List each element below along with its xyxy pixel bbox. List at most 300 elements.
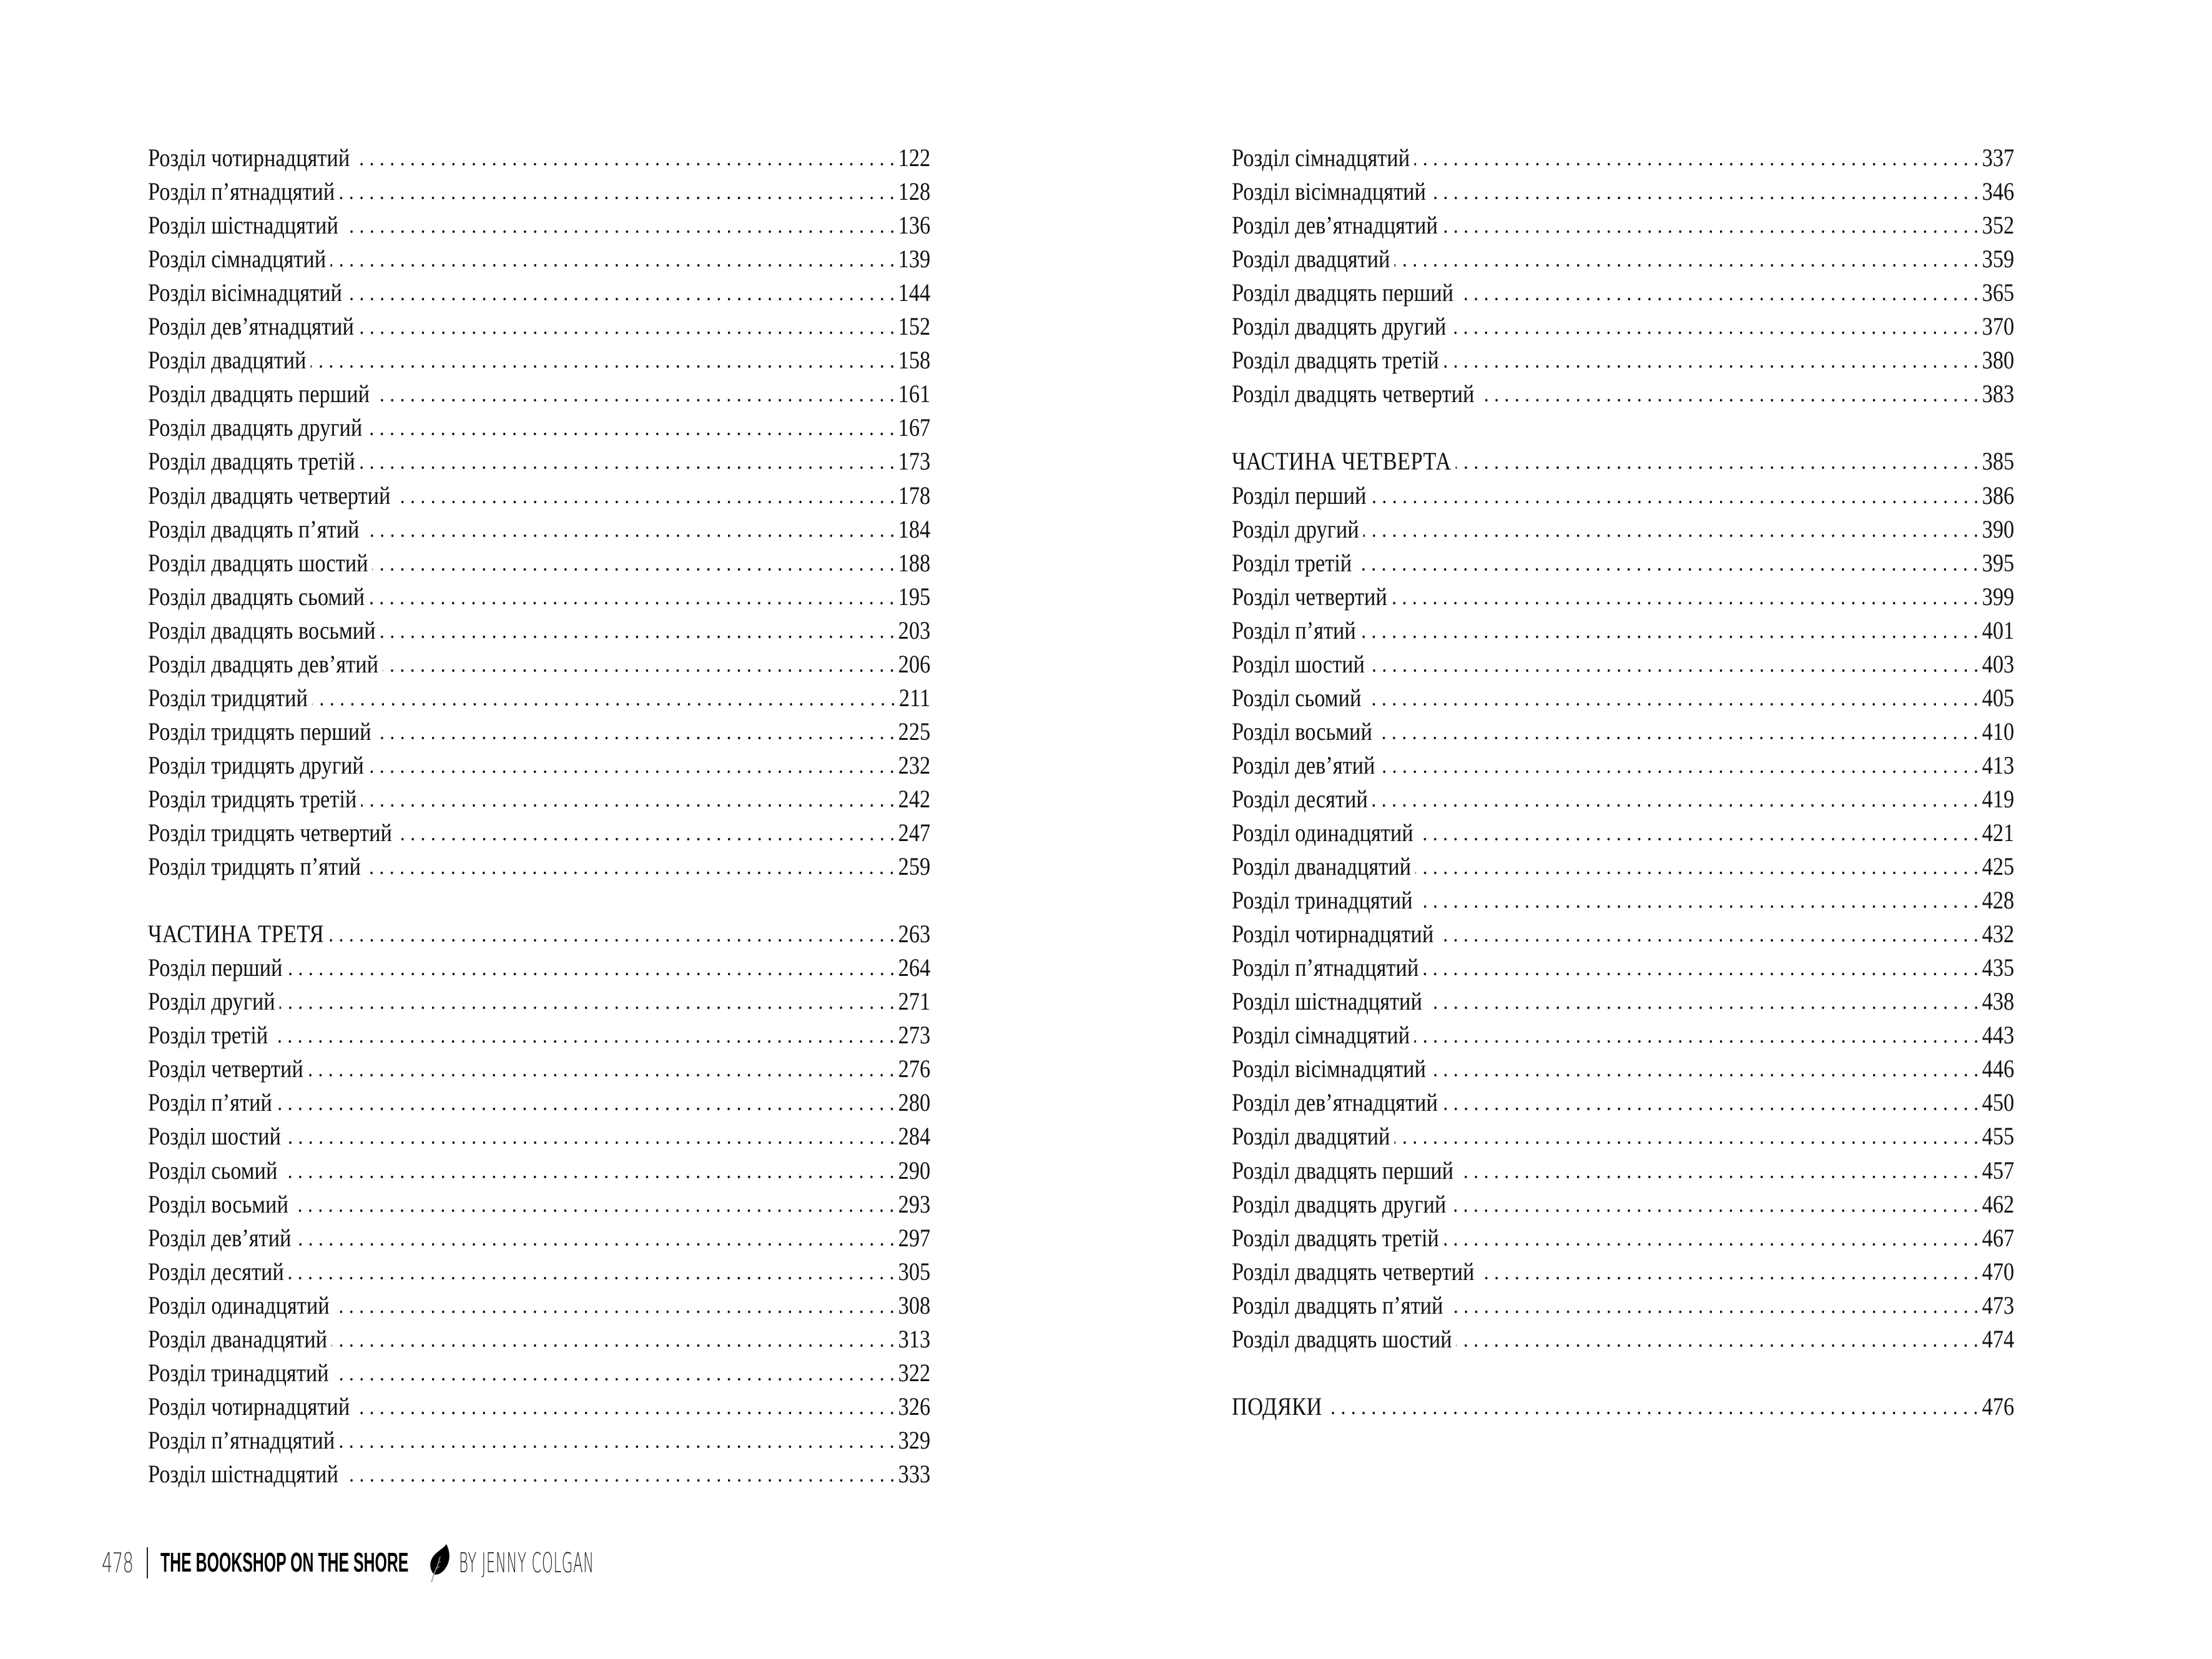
toc-entry-title: Розділ двадцять дев’ятий — [148, 649, 379, 678]
dot-leader — [295, 1243, 897, 1246]
dot-leader — [339, 1445, 897, 1448]
toc-chapter-entry — [1232, 1018, 2014, 1052]
dot-leader — [1377, 737, 1981, 739]
toc-entry-page: 178 — [898, 481, 931, 510]
dot-leader — [1455, 466, 1981, 469]
dot-leader — [343, 230, 897, 233]
toc-entry-page: 136 — [898, 211, 931, 240]
toc-entry-title: Розділ дванадцятий — [148, 1324, 328, 1353]
toc-entry-title: Розділ чотирнадцятий — [148, 1392, 350, 1420]
toc-entry-title: Розділ шістнадцятий — [148, 1459, 338, 1488]
toc-entry-page: 290 — [898, 1156, 931, 1184]
toc-entry-title: Розділ тридцять третій — [148, 784, 357, 813]
toc-entry-title: Розділ двадцятий — [148, 346, 307, 375]
toc-entry-title: Розділ дев’ятнадцятий — [1232, 1088, 1438, 1117]
toc-entry-title: Розділ двадцять четвертий — [1232, 1257, 1475, 1286]
dot-leader — [372, 568, 897, 571]
toc-entry-title: Розділ дев’ятий — [1232, 751, 1375, 779]
toc-entry-title: Розділ другий — [1232, 514, 1359, 543]
toc-entry-page: 462 — [1982, 1189, 2015, 1218]
dot-leader — [287, 973, 897, 975]
toc-chapter-entry — [148, 985, 930, 1018]
toc-entry-page: 359 — [1982, 245, 2015, 273]
toc-entry-page: 386 — [1982, 481, 2015, 510]
toc-chapter-entry — [1232, 1255, 2014, 1289]
toc-chapter-entry — [1232, 614, 2014, 647]
toc-entry-page: 206 — [898, 649, 931, 678]
toc-chapter-entry — [148, 816, 930, 850]
toc-chapter-entry — [1232, 343, 2014, 377]
toc-chapter-entry — [1232, 276, 2014, 310]
toc-entry-title: Розділ третій — [1232, 548, 1352, 577]
toc-entry-page: 276 — [898, 1055, 931, 1083]
toc-entry-title: Розділ тридцять четвертий — [148, 819, 392, 847]
dot-leader — [369, 602, 897, 604]
toc-chapter-entry — [1232, 175, 2014, 209]
toc-entry-title: Розділ п’ятнадцятий — [1232, 953, 1419, 982]
toc-entry-title: Розділ п’ятий — [1232, 616, 1356, 644]
toc-entry-page: 410 — [1982, 717, 2015, 746]
toc-chapter-entry — [1232, 546, 2014, 580]
dot-leader — [1447, 1311, 1981, 1313]
toc-entry-title: Розділ дев’ятнадцятий — [148, 312, 354, 341]
running-footer — [102, 1542, 612, 1583]
dot-leader — [363, 534, 897, 537]
toc-entry-page: 385 — [1982, 447, 2015, 476]
toc-entry-page: 158 — [898, 346, 931, 375]
toc-entry-title: Розділ сьомий — [148, 1156, 278, 1184]
toc-entry-page: 242 — [898, 784, 931, 813]
toc-entry-page: 195 — [898, 582, 931, 611]
toc-entry-title: Розділ двадцять другий — [148, 413, 363, 442]
toc-chapter-entry — [1232, 850, 2014, 884]
footer-divider — [147, 1547, 148, 1578]
toc-entry-title: ПОДЯКИ — [1232, 1392, 1322, 1420]
toc-chapter-entry — [1232, 209, 2014, 242]
toc-chapter-entry — [148, 1457, 930, 1491]
toc-entry-page: 259 — [898, 852, 931, 881]
toc-entry-title: Розділ двадцятий — [1232, 245, 1390, 273]
toc-chapter-entry — [148, 479, 930, 513]
toc-entry-title: Розділ вісімнадцятий — [1232, 177, 1426, 206]
toc-chapter-entry — [148, 1221, 930, 1255]
dot-leader — [1430, 197, 1981, 199]
toc-chapter-entry — [148, 276, 930, 310]
toc-entry-title: Розділ тринадцятий — [148, 1358, 329, 1387]
dot-leader — [1369, 669, 1981, 672]
dot-leader — [1423, 973, 1981, 975]
toc-entry-page: 184 — [898, 514, 931, 543]
dot-leader — [277, 1108, 897, 1110]
dot-leader — [282, 1176, 897, 1178]
toc-entry-title: Розділ дев’ятнадцятий — [1232, 211, 1438, 240]
toc-entry-title: ЧАСТИНА ЧЕТВЕРТА — [1232, 447, 1452, 476]
dot-leader — [330, 264, 897, 267]
toc-chapter-entry — [1232, 715, 2014, 749]
toc-chapter-entry — [1232, 917, 2014, 951]
toc-entry-page: 438 — [1982, 987, 2015, 1016]
toc-entry-page: 333 — [898, 1459, 931, 1488]
toc-chapter-entry — [148, 951, 930, 985]
toc-entry-page: 211 — [898, 683, 931, 712]
toc-chapter-entry — [148, 411, 930, 445]
toc-entry-title: Розділ вісімнадцятий — [148, 278, 342, 307]
toc-entry-page: 399 — [1982, 582, 2015, 611]
toc-entry-title: Розділ десятий — [148, 1257, 284, 1286]
toc-chapter-entry — [1232, 681, 2014, 715]
toc-chapter-entry — [148, 513, 930, 546]
toc-entry-page: 450 — [1982, 1088, 2015, 1117]
dot-leader — [354, 1412, 897, 1414]
footer-page-number: 478 — [102, 1547, 134, 1579]
dot-leader — [1394, 1141, 1981, 1144]
toc-chapter-entry — [148, 782, 930, 816]
toc-entry-title: Розділ двадцять третій — [148, 447, 355, 476]
toc-chapter-entry — [1232, 479, 2014, 513]
dot-leader — [1327, 1412, 1981, 1414]
toc-entry-page: 474 — [1982, 1324, 2015, 1353]
dot-leader — [1415, 872, 1981, 874]
toc-entry-page: 419 — [1982, 784, 2015, 813]
dot-leader — [1394, 264, 1981, 267]
toc-chapter-entry — [148, 310, 930, 343]
toc-entry-title: Розділ тридцять другий — [148, 751, 364, 779]
toc-entry-title: Розділ десятий — [1232, 784, 1368, 813]
dot-leader — [1365, 703, 1981, 706]
toc-entry-title: Розділ двадцять сьомий — [148, 582, 365, 611]
toc-chapter-entry — [1232, 1120, 2014, 1153]
toc-entry-title: Розділ одинадцятий — [148, 1291, 330, 1319]
toc-chapter-entry — [148, 242, 930, 276]
dot-leader — [366, 433, 897, 435]
toc-entry-page: 139 — [898, 245, 931, 273]
dot-leader — [1414, 163, 1981, 165]
footer-author: BY JENNY COLGAN — [459, 1547, 594, 1579]
toc-entry-title: Розділ четвертий — [1232, 582, 1387, 611]
toc-entry-page: 280 — [898, 1088, 931, 1117]
toc-entry-page: 346 — [1982, 177, 2015, 206]
dot-leader — [310, 365, 897, 368]
dot-leader — [293, 1209, 897, 1212]
dot-leader — [1478, 1277, 1981, 1279]
toc-chapter-entry — [1232, 985, 2014, 1018]
toc-entry-title: Розділ перший — [1232, 481, 1367, 510]
dot-leader — [1414, 1040, 1981, 1043]
toc-chapter-entry — [148, 377, 930, 411]
dot-leader — [339, 197, 897, 199]
toc-entry-page: 144 — [898, 278, 931, 307]
toc-entry-page: 446 — [1982, 1055, 2015, 1083]
toc-entry-page: 273 — [898, 1021, 931, 1050]
toc-chapter-entry — [148, 1120, 930, 1153]
dot-leader — [1442, 230, 1981, 233]
toc-entry-page: 352 — [1982, 211, 2015, 240]
toc-chapter-entry — [148, 1289, 930, 1322]
toc-entry-title: Розділ тридцятий — [148, 683, 308, 712]
toc-chapter-entry — [148, 1154, 930, 1188]
toc-chapter-entry — [1232, 580, 2014, 614]
dot-leader — [333, 1378, 897, 1381]
toc-entry-page: 395 — [1982, 548, 2015, 577]
toc-entry-title: Розділ чотирнадцятий — [1232, 920, 1434, 948]
dot-leader — [1356, 568, 1981, 571]
toc-chapter-entry — [148, 580, 930, 614]
toc-entry-title: Розділ перший — [148, 953, 283, 982]
toc-entry-page: 467 — [1982, 1223, 2015, 1252]
toc-chapter-entry — [1232, 816, 2014, 850]
toc-entry-page: 271 — [898, 987, 931, 1016]
toc-entry-page: 428 — [1982, 886, 2015, 915]
dot-leader — [1442, 1108, 1981, 1110]
toc-entry-page: 161 — [898, 380, 931, 408]
toc-entry-title: Розділ двадцять п’ятий — [148, 514, 360, 543]
dot-leader — [374, 399, 897, 401]
dot-leader — [1392, 602, 1981, 604]
toc-entry-page: 405 — [1982, 683, 2015, 712]
toc-chapter-entry — [1232, 749, 2014, 782]
toc-entry-title: Розділ дванадцятий — [1232, 852, 1412, 881]
leaf-icon — [428, 1543, 450, 1583]
toc-entry-page: 380 — [1982, 346, 2015, 375]
toc-chapter-entry — [1232, 647, 2014, 681]
dot-leader — [1450, 1209, 1981, 1212]
toc-chapter-entry — [1232, 141, 2014, 175]
toc-part-heading — [148, 917, 930, 951]
toc-chapter-entry — [1232, 884, 2014, 917]
dot-leader — [1443, 1243, 1981, 1246]
toc-entry-title: Розділ п’ятнадцятий — [148, 1425, 335, 1454]
dot-leader — [380, 636, 897, 638]
dot-leader — [395, 501, 897, 503]
toc-chapter-entry — [148, 850, 930, 884]
toc-entry-title: Розділ другий — [148, 987, 275, 1016]
toc-entry-page: 284 — [898, 1122, 931, 1151]
dot-leader — [285, 1141, 897, 1144]
toc-entry-title: Розділ двадцять шостий — [148, 548, 368, 577]
toc-entry-page: 337 — [1982, 144, 2015, 172]
toc-entry-title: Розділ сьомий — [1232, 683, 1362, 712]
toc-chapter-entry — [1232, 1086, 2014, 1120]
toc-entry-page: 247 — [898, 819, 931, 847]
toc-entry-page: 470 — [1982, 1257, 2015, 1286]
toc-chapter-entry — [148, 141, 930, 175]
toc-entry-page: 326 — [898, 1392, 931, 1420]
dot-leader — [1456, 1344, 1980, 1347]
toc-entry-title: Розділ одинадцятий — [1232, 819, 1413, 847]
toc-entry-title: Розділ двадцять третій — [1232, 1223, 1439, 1252]
toc-chapter-entry — [148, 647, 930, 681]
dot-leader — [375, 737, 897, 739]
toc-entry-title: Розділ четвертий — [148, 1055, 303, 1083]
toc-entry-title: Розділ п’ятий — [148, 1088, 272, 1117]
toc-entry-title: Розділ двадцять шостий — [1232, 1324, 1452, 1353]
toc-chapter-entry — [148, 1390, 930, 1424]
toc-entry-page: 308 — [898, 1291, 931, 1319]
toc-entry-title: Розділ п’ятнадцятий — [148, 177, 335, 206]
toc-entry-page: 293 — [898, 1189, 931, 1218]
toc-entry-title: Розділ двадцять четвертий — [148, 481, 391, 510]
dot-leader — [361, 804, 897, 807]
dot-leader — [1438, 939, 1981, 942]
toc-entry-page: 476 — [1982, 1392, 2015, 1420]
toc-entry-page: 167 — [898, 413, 931, 442]
toc-entry-title: Розділ сімнадцятий — [1232, 1021, 1410, 1050]
toc-entry-page: 455 — [1982, 1122, 2015, 1151]
dot-leader — [383, 669, 897, 672]
toc-chapter-entry — [1232, 1154, 2014, 1188]
toc-chapter-entry — [148, 614, 930, 647]
toc-chapter-entry — [148, 1018, 930, 1052]
toc-chapter-entry — [1232, 1289, 2014, 1322]
dot-leader — [328, 939, 897, 942]
toc-chapter-entry — [148, 1255, 930, 1289]
toc-chapter-entry — [148, 1086, 930, 1120]
toc-chapter-entry — [148, 546, 930, 580]
dot-leader — [312, 703, 898, 706]
toc-entry-title: Розділ двадцять третій — [1232, 346, 1439, 375]
toc-entry-page: 173 — [898, 447, 931, 476]
toc-entry-page: 152 — [898, 312, 931, 341]
toc-entry-title: Розділ двадцять перший — [148, 380, 370, 408]
toc-entry-title: Розділ двадцятий — [1232, 1122, 1390, 1151]
toc-entry-page: 188 — [898, 548, 931, 577]
toc-entry-title: Розділ тринадцятий — [1232, 886, 1413, 915]
toc-entry-page: 203 — [898, 616, 931, 644]
dot-leader — [1418, 838, 1981, 840]
toc-entry-title: Розділ двадцять п’ятий — [1232, 1291, 1443, 1319]
toc-entry-title: Розділ двадцять другий — [1232, 312, 1447, 341]
dot-leader — [332, 1344, 897, 1347]
toc-entry-page: 390 — [1982, 514, 2015, 543]
toc-chapter-entry — [1232, 1221, 2014, 1255]
toc-entry-title: Розділ двадцять перший — [1232, 278, 1454, 307]
toc-entry-page: 403 — [1982, 649, 2015, 678]
toc-chapter-entry — [1232, 782, 2014, 816]
toc-entry-page: 473 — [1982, 1291, 2015, 1319]
toc-chapter-entry — [148, 175, 930, 209]
toc-entry-page: 413 — [1982, 751, 2015, 779]
toc-entry-title: Розділ сімнадцятий — [1232, 144, 1410, 172]
dot-leader — [1458, 298, 1981, 300]
dot-leader — [354, 163, 897, 165]
footer-book-title: THE BOOKSHOP ON THE SHORE — [160, 1547, 409, 1578]
dot-leader — [1379, 770, 1981, 773]
dot-leader — [1417, 905, 1980, 908]
toc-chapter-entry — [148, 1322, 930, 1356]
toc-entry-page: 432 — [1982, 920, 2015, 948]
toc-entry-page: 305 — [898, 1257, 931, 1286]
toc-entry-page: 457 — [1982, 1156, 2015, 1184]
toc-section-entry — [1232, 1390, 2014, 1424]
toc-entry-title: Розділ третій — [148, 1021, 268, 1050]
toc-entry-page: 329 — [898, 1425, 931, 1454]
toc-entry-title: Розділ двадцять перший — [1232, 1156, 1454, 1184]
toc-entry-title: Розділ сімнадцятий — [148, 245, 327, 273]
toc-entry-page: 225 — [898, 717, 931, 746]
dot-leader — [365, 872, 897, 874]
dot-leader — [368, 770, 897, 773]
toc-entry-title: Розділ шістнадцятий — [1232, 987, 1422, 1016]
dot-leader — [308, 1074, 897, 1076]
toc-chapter-entry — [148, 445, 930, 478]
toc-entry-title: Розділ восьмий — [1232, 717, 1372, 746]
dot-leader — [343, 1479, 897, 1482]
dot-leader — [1360, 636, 1981, 638]
toc-part-heading — [1232, 445, 2014, 478]
dot-leader — [358, 332, 897, 334]
dot-leader — [334, 1311, 897, 1313]
toc-chapter-entry — [148, 1424, 930, 1457]
toc-entry-page: 297 — [898, 1223, 931, 1252]
toc-entry-page: 264 — [898, 953, 931, 982]
toc-entry-title: Розділ двадцять другий — [1232, 1189, 1447, 1218]
dot-leader — [1458, 1176, 1981, 1178]
dot-leader — [1364, 534, 1981, 537]
toc-chapter-entry — [148, 1188, 930, 1221]
dot-leader — [288, 1277, 897, 1279]
toc-entry-page: 263 — [898, 920, 931, 948]
toc-entry-page: 232 — [898, 751, 931, 779]
toc-chapter-entry — [1232, 951, 2014, 985]
dot-leader — [272, 1040, 897, 1043]
toc-entry-title: Розділ восьмий — [148, 1189, 288, 1218]
toc-chapter-entry — [1232, 1052, 2014, 1086]
toc-entry-page: 122 — [898, 144, 931, 172]
toc-entry-title: Розділ тридцять п’ятий — [148, 852, 361, 881]
toc-entry-page: 435 — [1982, 953, 2015, 982]
toc-chapter-entry — [148, 715, 930, 749]
toc-entry-page: 421 — [1982, 819, 2015, 847]
toc-entry-page: 128 — [898, 177, 931, 206]
dot-leader — [360, 466, 897, 469]
toc-entry-title: Розділ двадцять восьмий — [148, 616, 376, 644]
toc-chapter-entry — [148, 209, 930, 242]
toc-entry-title: Розділ шістнадцятий — [148, 211, 338, 240]
toc-entry-page: 365 — [1982, 278, 2015, 307]
toc-entry-title: Розділ чотирнадцятий — [148, 144, 350, 172]
dot-leader — [280, 1007, 897, 1009]
toc-entry-title: Розділ шостий — [1232, 649, 1365, 678]
dot-leader — [396, 838, 897, 840]
toc-entry-page: 313 — [898, 1324, 931, 1353]
dot-leader — [1372, 804, 1981, 807]
toc-chapter-entry — [1232, 242, 2014, 276]
toc-entry-title: Розділ вісімнадцятий — [1232, 1055, 1426, 1083]
toc-chapter-entry — [148, 681, 930, 715]
toc-entry-title: Розділ дев’ятий — [148, 1223, 292, 1252]
dot-leader — [1478, 399, 1981, 401]
dot-leader — [1443, 365, 1981, 368]
dot-leader — [347, 298, 897, 300]
toc-entry-title: Розділ двадцять четвертий — [1232, 380, 1475, 408]
toc-entry-title: Розділ шостий — [148, 1122, 281, 1151]
toc-entry-page: 370 — [1982, 312, 2015, 341]
toc-chapter-entry — [148, 1356, 930, 1390]
toc-entry-page: 401 — [1982, 616, 2015, 644]
toc-chapter-entry — [148, 749, 930, 782]
toc-chapter-entry — [1232, 513, 2014, 546]
toc-chapter-entry — [1232, 310, 2014, 343]
toc-entry-page: 322 — [898, 1358, 931, 1387]
toc-chapter-entry — [148, 1052, 930, 1086]
dot-leader — [1427, 1007, 1981, 1009]
toc-entry-page: 383 — [1982, 380, 2015, 408]
dot-leader — [1430, 1074, 1981, 1076]
toc-entry-page: 443 — [1982, 1021, 2015, 1050]
toc-chapter-entry — [1232, 377, 2014, 411]
dot-leader — [1450, 332, 1981, 334]
toc-entry-title: Розділ тридцять перший — [148, 717, 371, 746]
